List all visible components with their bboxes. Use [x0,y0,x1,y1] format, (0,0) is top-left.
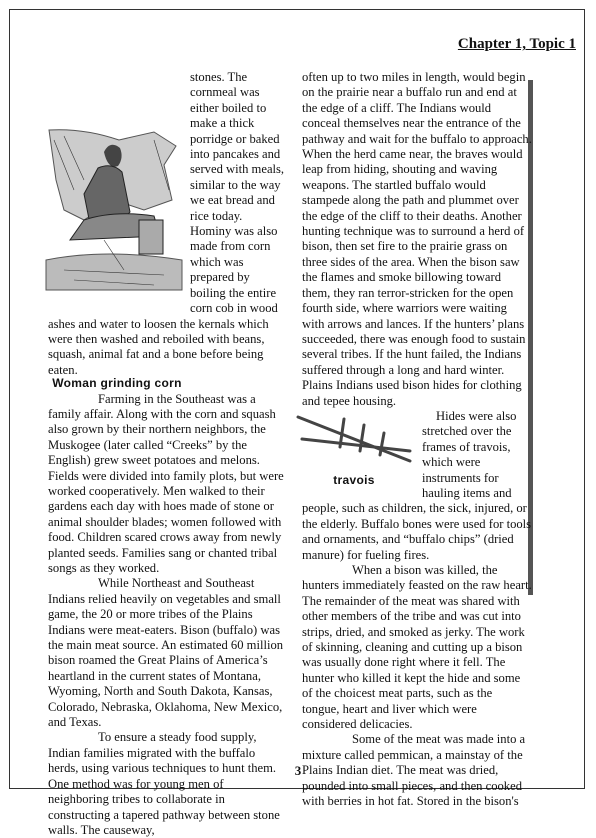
left-paragraph-1: stones. The cornmeal was either boiled to make a thick porridge or baked into pancakes and served with meals, similar to the way we eat bread and rice today. Hominy was also made from corn which was prepared by boiling the entire corn cob in wood ashes and water to loosen the kernals which were then washed and reboiled with beans, squash, animal fat and a bone before being eaten. [48,70,285,377]
travois-caption: travois [333,473,375,488]
left-paragraph-4: To ensure a steady food supply, Indian families migrated with the buffalo herds, using various techniques to hunt them. One method was for young men of neighboring tribes to collaborate in constructing a tapered pathway between stone walls. The causeway, [48,730,280,837]
right-column [302,70,532,810]
left-paragraph-3: While Northeast and Southeast Indians relied heavily on vegetables and small game, the 20 or more tribes of the Plains Indians were meat-eaters. Bison (buffalo) was the main meat source. An estimated 60 million bison roamed the Great Plains of America’s heartland in the current states of Montana, Wyoming, North and South Dakota, Kansas, Colorado, Nebraska, Oklahoma, New Mexico, and Texas. [48,576,284,730]
right-paragraph-2: Hides were also stretched over the frames of travois, which were instruments for hauling items and people, such as children, the sick, injured, or the elderly. Buffalo bones were used for tools and ornaments, and “buffalo chips” (dried manure) for fueling fires. [302,408,532,562]
page-number: 3 [294,763,302,778]
right-paragraph-1: often up to two miles in length, would begin on the prairie near a buffalo run and end at the edge of a cliff. The Indians would conceal themselves near the entrance of the pathway and wait for the buffalo to approach. When the herd came near, the braves would leap from hiding, shouting and waving weapons. The startled buffalo would stampede along the path and plummet over the edge of the cliff to their deaths. Another hunting technique was to surround a herd of bison, then set fire to the prairie grass on three sides of the area. When the bison saw the flames and smoke billowing toward them, they ran terror-stricken for the open fourth side, where warriors were waiting with arrows and lances. If the hunters’ plans succeeded, there was enough food to sustain several tribes. If the hunt failed, the Indians suffered through a long and hard winter. Plains Indians used bison hides for clothing and tepee housing. [302,70,532,408]
left-paragraph-2: Farming in the Southeast was a family affair. Along with the corn and squash also grown by their northern neighbors, the Muskogee (later called “Creeks” by the English) grew sweet potatoes and melons. Fields were divided into family plots, but were worked cooperatively. Men walked to their gardens each day with hoes made of stone or animal shoulder blades; women followed with food. Children scared crows away from newly planted seeds. Families sang or chanted tribal songs as they worked. [48,391,284,575]
left-column [48,70,286,838]
travois-figure [294,411,414,489]
woman-grinding-corn-caption: Woman grinding corn [52,376,182,391]
right-paragraph-4: Some of the meat was made into a mixture called pemmican, a mainstay of the Plains Indian diet. The meat was dried, pounded into small pieces, and then cooked with berries in hot fat. Stored in the bison's [302,732,526,809]
chapter-header[interactable]: Chapter 1, Topic 1 [457,36,576,52]
travois-illustration [294,411,414,469]
woman-grinding-corn-figure [44,70,184,302]
right-paragraph-3: When a bison was killed, the hunters immediately feasted on the raw heart. The remainder of the meat was shared with other members of the tribe and was cut into strips, dried, and smoked as jerky. The work of skinning, cleaning and cutting up a bison was usually done right where it fell. The hunter who killed it kept the hide and some of the choicest meat parts, such as the tongue, heart and liver which were considered delicacies. [302,563,532,732]
woman-grinding-corn-illustration [44,70,184,298]
